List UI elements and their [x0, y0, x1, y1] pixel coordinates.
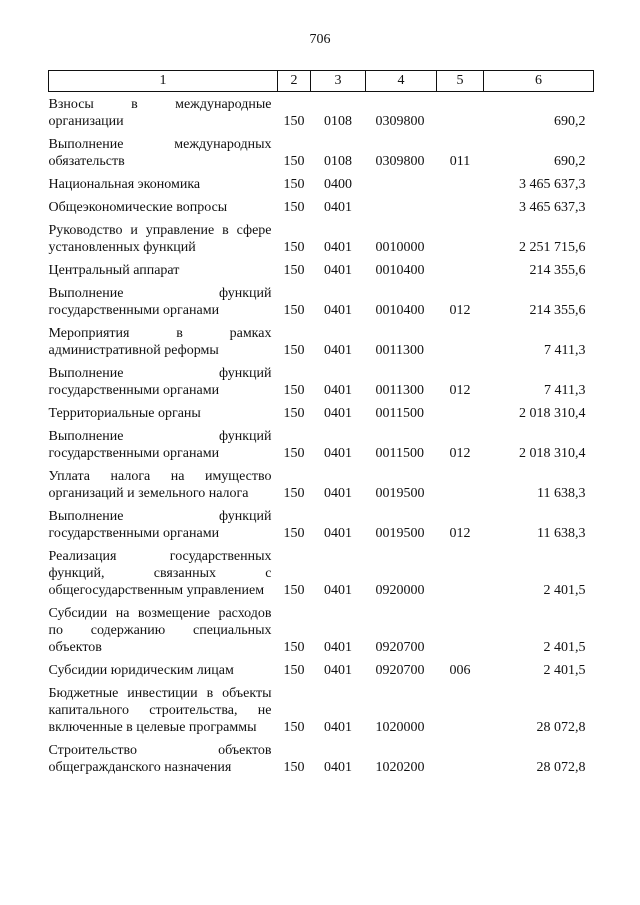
row-name: Субсидии юридическим лицам [48, 663, 234, 678]
row-department-code: 150 [283, 446, 305, 461]
row-section-code: 0401 [324, 200, 352, 215]
row-department-code: 150 [283, 583, 305, 598]
column-header-3: 3 [311, 71, 366, 92]
row-target-code: 0010000 [375, 240, 425, 255]
table-row [49, 216, 594, 256]
row-section-code: 0401 [324, 720, 352, 735]
row-name: Субсидии на возмещение расходов по содержанию специальных объектов [48, 606, 272, 655]
row-amount: 11 638,3 [537, 526, 586, 541]
row-section-code: 0401 [324, 760, 352, 775]
row-amount: 2 018 310,4 [519, 446, 586, 461]
row-section-code: 0108 [324, 114, 352, 129]
row-section-code: 0401 [324, 663, 352, 678]
row-section-code: 0401 [324, 486, 352, 501]
row-department-code: 150 [283, 640, 305, 655]
row-target-code: 0011500 [375, 406, 424, 421]
row-expense-type [437, 599, 484, 656]
row-name: Выполнение функций государственными органами [48, 509, 272, 541]
row-target-code: 0011500 [375, 446, 424, 461]
row-expense-type: 012 [449, 446, 471, 461]
row-department-code: 150 [283, 114, 305, 129]
row-section-code: 0401 [324, 583, 352, 598]
row-target-code: 0920700 [375, 663, 425, 678]
budget-table [48, 70, 594, 776]
table-header [49, 71, 594, 92]
row-expense-type [437, 216, 484, 256]
table-row [49, 656, 594, 679]
row-expense-type: 006 [449, 663, 471, 678]
row-target-code: 0920000 [375, 583, 425, 598]
row-target-code: 0920700 [375, 640, 425, 655]
row-amount: 2 401,5 [543, 583, 586, 598]
row-department-code: 150 [283, 263, 305, 278]
table-row [49, 279, 594, 319]
row-target-code: 0011300 [375, 383, 424, 398]
row-expense-type [437, 399, 484, 422]
row-amount: 28 072,8 [536, 760, 586, 775]
page-number: 706 [309, 32, 331, 47]
table-row [49, 256, 594, 279]
column-header-5: 5 [437, 71, 484, 92]
row-department-code: 150 [283, 406, 305, 421]
row-amount: 28 072,8 [536, 720, 586, 735]
row-department-code: 150 [283, 663, 305, 678]
row-section-code: 0401 [324, 446, 352, 461]
row-name: Реализация государственных функций, связанных с общегосударственным управлением [48, 549, 272, 598]
row-expense-type [437, 193, 484, 216]
row-department-code: 150 [283, 303, 305, 318]
column-header-4: 4 [366, 71, 437, 92]
row-section-code: 0401 [324, 303, 352, 318]
row-target-code: 0019500 [375, 486, 425, 501]
row-expense-type [437, 542, 484, 599]
column-header-2: 2 [278, 71, 311, 92]
row-amount: 214 355,6 [529, 303, 586, 318]
row-name: Мероприятия в рамках административной реформы [48, 326, 272, 358]
row-name: Выполнение функций государственными органами [48, 286, 272, 318]
row-amount: 2 401,5 [543, 663, 586, 678]
row-name: Уплата налога на имущество организаций и земельного налога [48, 469, 272, 501]
row-amount: 11 638,3 [537, 486, 586, 501]
row-amount: 7 411,3 [544, 383, 586, 398]
table-row [49, 193, 594, 216]
row-name: Общеэкономические вопросы [48, 200, 228, 215]
row-department-code: 150 [283, 760, 305, 775]
header-row [49, 71, 594, 92]
table-row [49, 599, 594, 656]
row-amount: 2 018 310,4 [519, 406, 586, 421]
row-expense-type [437, 256, 484, 279]
row-expense-type [437, 679, 484, 736]
row-amount: 7 411,3 [544, 343, 586, 358]
row-department-code: 150 [283, 177, 305, 192]
table-row [49, 130, 594, 170]
row-amount: 3 465 637,3 [519, 177, 586, 192]
row-department-code: 150 [283, 383, 305, 398]
row-expense-type [437, 462, 484, 502]
row-department-code: 150 [283, 240, 305, 255]
row-target-code: 0019500 [375, 526, 425, 541]
row-name: Бюджетные инвестиции в объекты капитального строительства, не включенные в целевые программы [48, 686, 272, 735]
table-row [49, 359, 594, 399]
table-row [49, 399, 594, 422]
row-target-code: 0010400 [375, 303, 425, 318]
row-expense-type [437, 92, 484, 131]
row-section-code: 0401 [324, 640, 352, 655]
row-section-code: 0401 [324, 526, 352, 541]
row-name: Национальная экономика [48, 177, 201, 192]
row-amount: 2 251 715,6 [519, 240, 586, 255]
row-department-code: 150 [283, 720, 305, 735]
row-section-code: 0401 [324, 240, 352, 255]
row-name: Центральный аппарат [48, 263, 180, 278]
row-target-code: 1020000 [375, 720, 425, 735]
table-row [49, 462, 594, 502]
row-amount: 3 465 637,3 [519, 200, 586, 215]
row-name: Выполнение функций государственными органами [48, 366, 272, 398]
column-header-1: 1 [49, 71, 278, 92]
row-expense-type [437, 319, 484, 359]
table-row [49, 502, 594, 542]
row-expense-type: 011 [449, 154, 471, 169]
table-row [49, 92, 594, 131]
table-body [49, 92, 594, 777]
row-name: Выполнение функций государственными органами [48, 429, 272, 461]
row-target-code: 0309800 [375, 154, 425, 169]
row-amount: 690,2 [554, 114, 586, 129]
row-amount: 214 355,6 [529, 263, 586, 278]
table-row [49, 319, 594, 359]
row-section-code: 0401 [324, 263, 352, 278]
row-target-code [366, 170, 437, 193]
row-amount: 690,2 [554, 154, 586, 169]
row-section-code: 0401 [324, 406, 352, 421]
row-department-code: 150 [283, 154, 305, 169]
row-target-code: 0010400 [375, 263, 425, 278]
row-name: Территориальные органы [48, 406, 201, 421]
table-row [49, 542, 594, 599]
row-section-code: 0400 [324, 177, 352, 192]
row-expense-type [437, 170, 484, 193]
row-amount: 2 401,5 [543, 640, 586, 655]
table-row [49, 422, 594, 462]
table-row [49, 736, 594, 776]
row-department-code: 150 [283, 486, 305, 501]
row-name: Выполнение международных обязательств [48, 137, 272, 169]
table-row [49, 679, 594, 736]
row-expense-type [437, 736, 484, 776]
column-header-6: 6 [484, 71, 594, 92]
row-department-code: 150 [283, 200, 305, 215]
row-department-code: 150 [283, 526, 305, 541]
row-section-code: 0401 [324, 343, 352, 358]
row-target-code: 1020200 [375, 760, 425, 775]
row-name: Строительство объектов общегражданского назначения [48, 743, 272, 775]
row-target-code [366, 193, 437, 216]
row-section-code: 0108 [324, 154, 352, 169]
row-target-code: 0011300 [375, 343, 424, 358]
table-row [49, 170, 594, 193]
row-expense-type: 012 [449, 303, 471, 318]
row-expense-type: 012 [449, 383, 471, 398]
row-name: Взносы в международные организации [48, 97, 272, 129]
row-expense-type: 012 [449, 526, 471, 541]
row-department-code: 150 [283, 343, 305, 358]
row-name: Руководство и управление в сфере установленных функций [48, 223, 272, 255]
row-section-code: 0401 [324, 383, 352, 398]
row-target-code: 0309800 [375, 114, 425, 129]
